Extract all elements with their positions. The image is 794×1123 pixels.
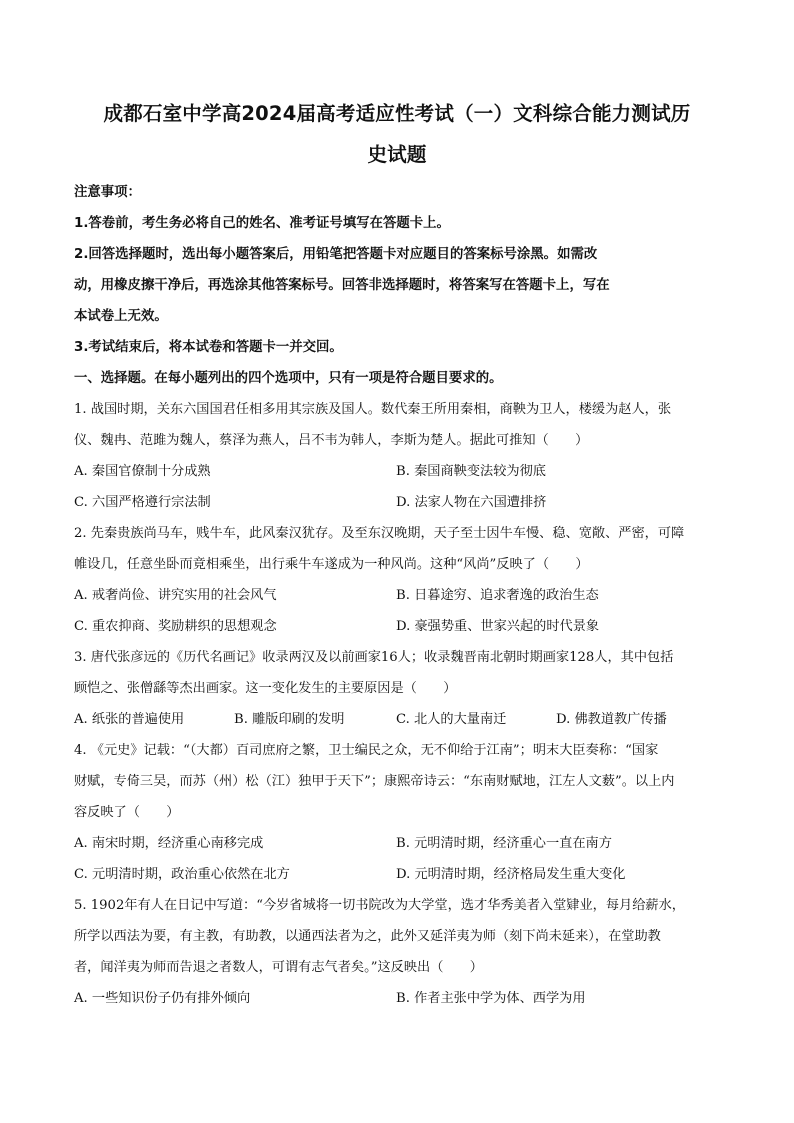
question-3-option-c: C. 北人的大量南迁 bbox=[396, 712, 507, 727]
question-3-line-2: 顾恺之、张僧繇等杰出画家。这一变化发生的主要原因是（ ） bbox=[74, 681, 457, 696]
notice-item-2-line-2: 动，用橡皮擦干净后，再选涂其他答案标号。回答非选择题时，将答案写在答题卡上，写在 bbox=[74, 278, 610, 293]
question-4-option-c: C. 元明清时期，政治重心依然在北方 bbox=[74, 867, 290, 882]
question-3-line-1: 3. 唐代张彦远的《历代名画记》收录两汉及以前画家16人；收录魏晋南北朝时期画家128人，其中包括 bbox=[74, 650, 674, 665]
question-2-option-a: A. 戒奢尚俭、讲究实用的社会风气 bbox=[74, 588, 277, 603]
question-1-line-1: 1. 战国时期，关东六国国君任相多用其宗族及国人。数代秦王所用秦相，商鞅为卫人，楼缓为赵人，张 bbox=[74, 402, 672, 417]
notice-heading: 注意事项： bbox=[74, 185, 141, 200]
question-3-option-a: A. 纸张的普遍使用 bbox=[74, 712, 185, 727]
question-1-option-a: A. 秦国官僚制十分成熟 bbox=[74, 464, 211, 479]
question-4-option-a: A. 南宋时期，经济重心南移完成 bbox=[74, 836, 264, 851]
question-5-option-b: B. 作者主张中学为体、西学为用 bbox=[396, 991, 586, 1006]
question-1-line-2: 仪、魏冉、范雎为魏人，蔡泽为燕人，吕不韦为韩人，李斯为楚人。据此可推知（ ） bbox=[74, 433, 589, 448]
question-5-option-a: A. 一些知识份子仍有排外倾向 bbox=[74, 991, 251, 1006]
question-5-line-1: 5. 1902年有人在日记中写道：“今岁省城将一切书院改为大学堂，选才华秀美者入堂肄业，每月给薪水， bbox=[74, 898, 685, 913]
question-4-line-3: 容反映了（ ） bbox=[74, 805, 180, 820]
question-5-line-2: 所学以西法为要，有主教，有助教，以通西法者为之，此外又延洋夷为师（刻下尚未延来），在堂助教 bbox=[74, 929, 661, 944]
question-2-option-b: B. 日暮途穷、追求奢逸的政治生态 bbox=[396, 588, 599, 603]
question-4-option-d: D. 元明清时期，经济格局发生重大变化 bbox=[396, 867, 626, 882]
exam-title-line-1: 成都石室中学高2024届高考适应性考试（一）文科综合能力测试历 bbox=[103, 102, 691, 125]
exam-title-line-2: 史试题 bbox=[367, 143, 427, 166]
question-4-line-2: 财赋，专倚三吴，而苏（州）松（江）独甲于天下”；康熙帝诗云：“东南财赋地，江左人文薮”。以上内 bbox=[74, 774, 675, 789]
notice-item-3: 3.考试结束后，将本试卷和答题卡一并交回。 bbox=[74, 340, 343, 355]
question-2-option-d: D. 豪强势重、世家兴起的时代景象 bbox=[396, 619, 600, 634]
question-2-line-2: 帷设几，任意坐卧而竟相乘坐，出行乘牛车遂成为一种风尚。这种“风尚”反映了（ ） bbox=[74, 557, 589, 572]
question-3-option-b: B. 雕版印刷的发明 bbox=[234, 712, 345, 727]
question-1-option-b: B. 秦国商鞅变法较为彻底 bbox=[396, 464, 546, 479]
question-3-option-d: D. 佛教道教广传播 bbox=[556, 712, 667, 727]
question-1-option-d: D. 法家人物在六国遭排挤 bbox=[396, 495, 547, 510]
question-2-line-1: 2. 先秦贵族尚马车，贱牛车，此风秦汉犹存。及至东汉晚期，天子至士因牛车慢、稳、宽敞、严密，可障 bbox=[74, 526, 685, 541]
notice-item-2-line-3: 本试卷上无效。 bbox=[74, 309, 168, 324]
question-4-line-1: 4. 《元史》记载：“（大都）百司庶府之繁，卫士编民之众，无不仰给于江南”；明末大臣奏称：“国家 bbox=[74, 743, 659, 758]
notice-item-2-line-1: 2.回答选择题时，选出每小题答案后，用铅笔把答题卡对应题目的答案标号涂黑。如需改 bbox=[74, 247, 598, 262]
question-5-line-3: 者，闻洋夷为师而告退之者数人，可谓有志气者矣。”这反映出（ ） bbox=[74, 960, 483, 975]
question-2-option-c: C. 重农抑商、奖励耕织的思想观念 bbox=[74, 619, 277, 634]
notice-item-1: 1.答卷前，考生务必将自己的姓名、准考证号填写在答题卡上。 bbox=[74, 216, 450, 231]
question-1-option-c: C. 六国严格遵行宗法制 bbox=[74, 495, 211, 510]
question-4-option-b: B. 元明清时期，经济重心一直在南方 bbox=[396, 836, 612, 851]
section-1-heading: 一、选择题。在每小题列出的四个选项中，只有一项是符合题目要求的。 bbox=[74, 371, 503, 386]
